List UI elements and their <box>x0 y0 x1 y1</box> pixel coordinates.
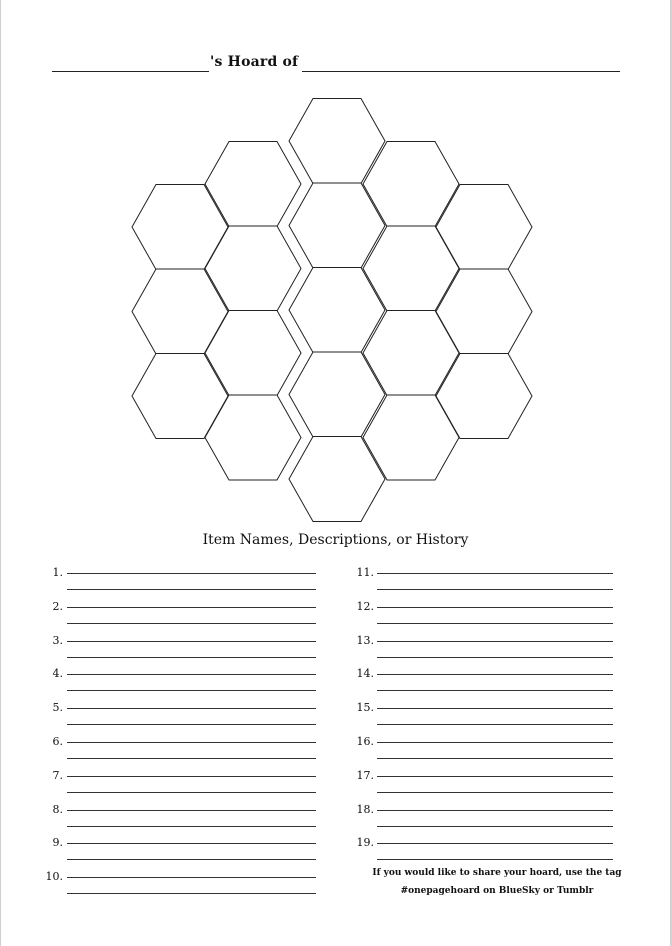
item-line-2[interactable] <box>377 690 613 691</box>
item-entry-right-2 <box>0 597 671 631</box>
item-line-1[interactable] <box>377 674 613 675</box>
item-number: 15. <box>356 701 374 715</box>
item-entry-right-6 <box>0 732 671 766</box>
item-line-1[interactable] <box>67 877 316 878</box>
item-line-1[interactable] <box>377 776 613 777</box>
item-number: 19. <box>356 836 374 850</box>
item-number: 9. <box>52 836 63 850</box>
item-number: 8. <box>52 802 63 816</box>
share-note-line-2: #onepagehoard on BlueSky or Tumblr <box>400 886 594 896</box>
item-line-2[interactable] <box>377 724 613 725</box>
item-number: 5. <box>52 701 63 715</box>
item-number: 3. <box>52 633 63 647</box>
item-line-1[interactable] <box>377 708 613 709</box>
item-number: 4. <box>52 667 63 681</box>
item-entry-right-5 <box>0 698 671 732</box>
item-number: 14. <box>356 667 374 681</box>
item-line-2[interactable] <box>377 589 613 590</box>
item-entry-right-9 <box>0 833 671 867</box>
item-line-1[interactable] <box>377 742 613 743</box>
item-number: 2. <box>52 599 63 613</box>
item-line-1[interactable] <box>377 843 613 844</box>
item-number: 11. <box>356 566 374 579</box>
item-line-1[interactable] <box>377 810 613 811</box>
item-line-1[interactable] <box>377 573 613 574</box>
item-number: 7. <box>52 768 63 782</box>
item-entry-right-7 <box>0 766 671 800</box>
share-note-line-1: If you would like to share your hoard, use the tag <box>372 868 622 878</box>
item-line-2[interactable] <box>67 893 316 894</box>
items-heading: Item Names, Descriptions, or History <box>202 532 469 548</box>
item-number: 17. <box>356 768 374 782</box>
item-number: 18. <box>356 802 374 816</box>
item-number: 10. <box>45 870 63 884</box>
item-entry-right-8 <box>0 800 671 834</box>
item-line-1[interactable] <box>377 607 613 608</box>
item-number: 16. <box>356 735 374 748</box>
item-line-2[interactable] <box>377 623 613 624</box>
item-number: 1. <box>52 566 63 579</box>
item-entry-right-3 <box>0 631 671 665</box>
item-line-2[interactable] <box>377 657 613 658</box>
item-entry-right-1 <box>0 563 671 597</box>
item-line-2[interactable] <box>377 859 613 860</box>
item-number: 13. <box>356 633 374 647</box>
share-note <box>352 864 642 900</box>
item-line-2[interactable] <box>377 826 613 827</box>
item-number: 12. <box>356 599 374 613</box>
item-line-1[interactable] <box>377 641 613 642</box>
item-number: 6. <box>52 735 63 748</box>
item-line-2[interactable] <box>377 792 613 793</box>
item-entry-right-4 <box>0 664 671 698</box>
item-line-2[interactable] <box>377 758 613 759</box>
page-title: 's Hoard of <box>210 54 299 70</box>
